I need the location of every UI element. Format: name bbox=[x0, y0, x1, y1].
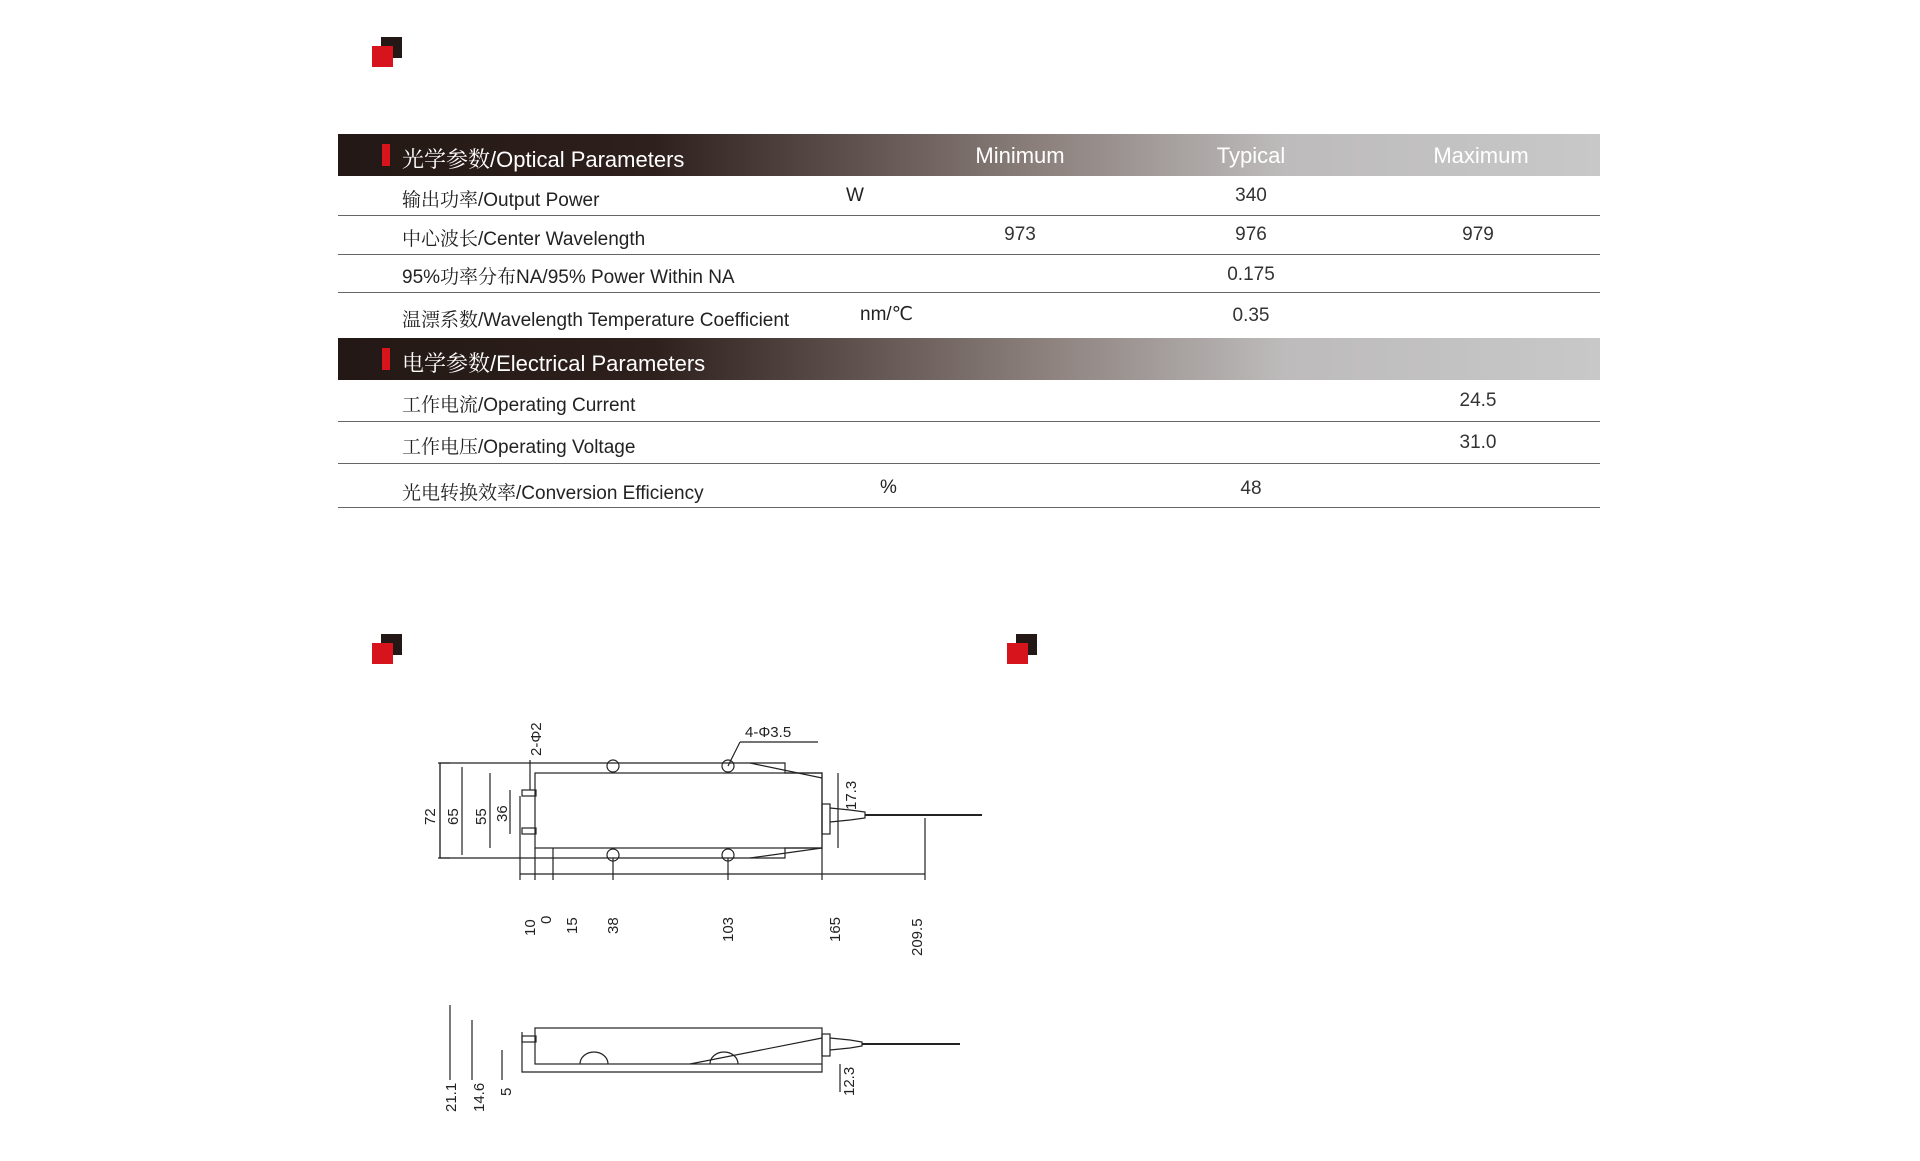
row-typ: 340 bbox=[1235, 185, 1267, 206]
row-max: 24.5 bbox=[1459, 390, 1497, 411]
header-accent-bar bbox=[382, 348, 390, 370]
mechanical-drawing bbox=[410, 700, 1010, 1120]
marker-front-square bbox=[372, 643, 393, 664]
dim-15: 15 bbox=[564, 917, 581, 934]
dim-72: 72 bbox=[422, 808, 439, 825]
dim-103: 103 bbox=[720, 916, 737, 942]
row-label: 工作电压/Operating Voltage bbox=[402, 437, 636, 458]
row-max: 31.0 bbox=[1459, 432, 1497, 453]
dim-65: 65 bbox=[445, 808, 462, 825]
row-typ: 0.35 bbox=[1232, 305, 1270, 326]
section-marker-right bbox=[1007, 634, 1037, 664]
col-minimum: Minimum bbox=[975, 143, 1065, 168]
upper-taper bbox=[750, 763, 822, 778]
header-accent-bar bbox=[382, 144, 390, 166]
marker-front-square bbox=[372, 46, 393, 67]
row-min: 973 bbox=[1004, 224, 1036, 245]
side-pin bbox=[522, 1036, 536, 1042]
table-row bbox=[338, 293, 1600, 338]
marker-front-square bbox=[1007, 643, 1028, 664]
row-typ: 0.175 bbox=[1227, 264, 1275, 285]
dim-55: 55 bbox=[473, 808, 490, 825]
mount-hole bbox=[607, 760, 619, 772]
row-unit: W bbox=[846, 185, 864, 206]
side-connector bbox=[822, 1034, 830, 1056]
electrical-header bbox=[338, 338, 1600, 380]
row-label: 工作电流/Operating Current bbox=[402, 395, 636, 416]
table-row bbox=[338, 422, 1600, 464]
dim-5: 5 bbox=[498, 1087, 515, 1096]
row-label: 输出功率/Output Power bbox=[402, 190, 600, 211]
table-row bbox=[338, 216, 1600, 255]
dim-14-6: 14.6 bbox=[471, 1082, 488, 1112]
row-label: 95%功率分布NA/95% Power Within NA bbox=[402, 267, 735, 288]
side-taper bbox=[690, 1038, 822, 1064]
pin bbox=[522, 828, 536, 834]
table-row bbox=[338, 464, 1600, 508]
dim-209-5: 209.5 bbox=[909, 918, 926, 956]
col-typical: Typical bbox=[1216, 143, 1286, 168]
fiber-connector-base bbox=[822, 804, 830, 834]
electrical-title: 电学参数/Electrical Parameters bbox=[402, 351, 706, 376]
row-typ: 48 bbox=[1240, 478, 1262, 499]
side-dome bbox=[580, 1052, 608, 1064]
side-fiber-boot bbox=[830, 1038, 862, 1050]
table-row bbox=[338, 255, 1600, 293]
dim-38: 38 bbox=[605, 917, 622, 934]
dim-21-1: 21.1 bbox=[443, 1082, 460, 1112]
section-marker-top bbox=[372, 37, 402, 67]
dim-165: 165 bbox=[827, 916, 844, 942]
dim-0: 0 bbox=[538, 915, 555, 924]
dim-12-3: 12.3 bbox=[841, 1066, 858, 1096]
table-row bbox=[338, 380, 1600, 422]
dim-10: 10 bbox=[522, 919, 539, 936]
dim-17-3: 17.3 bbox=[843, 780, 860, 810]
row-unit: % bbox=[880, 477, 897, 498]
dim-36: 36 bbox=[494, 805, 511, 822]
row-unit: nm/℃ bbox=[860, 304, 914, 325]
row-label: 温漂系数/Wavelength Temperature Coefficient bbox=[402, 310, 790, 331]
side-dome bbox=[710, 1052, 738, 1064]
row-max: 979 bbox=[1462, 224, 1494, 245]
row-label: 光电转换效率/Conversion Efficiency bbox=[402, 483, 704, 504]
row-typ: 976 bbox=[1235, 224, 1267, 245]
main-body bbox=[535, 773, 822, 848]
side-base bbox=[522, 1032, 822, 1072]
table-row bbox=[338, 176, 1600, 216]
callout-4-phi3-5: 4-Φ3.5 bbox=[745, 724, 792, 741]
callout-2-phi2: 2-Φ2 bbox=[528, 722, 545, 756]
col-maximum: Maximum bbox=[1433, 143, 1529, 168]
lower-taper bbox=[750, 848, 822, 858]
optical-header bbox=[338, 134, 1600, 176]
section-marker-drawing bbox=[372, 634, 402, 664]
pin bbox=[522, 790, 536, 796]
optical-title: 光学参数/Optical Parameters bbox=[402, 147, 685, 172]
parameter-table bbox=[338, 134, 1600, 508]
row-label: 中心波长/Center Wavelength bbox=[402, 229, 646, 250]
